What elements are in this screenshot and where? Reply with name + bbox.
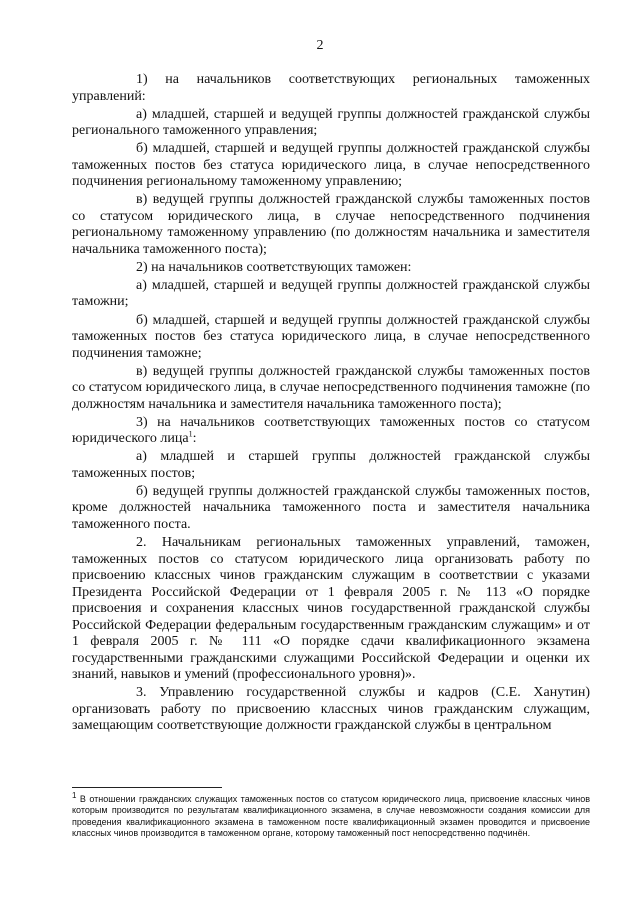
- paragraph: [72, 449, 590, 482]
- footnote-reference[interactable]: 1: [188, 429, 193, 439]
- paragraph: [72, 535, 590, 684]
- paragraph-text: ведущей группы должностей гражданской службы таможенных постов, кроме должностей начальника таможенного поста и заместителя начальника таможенного поста.: [72, 483, 590, 532]
- paragraph: [72, 141, 590, 191]
- paragraph-text: младшей, старшей и ведущей группы должностей гражданской службы таможенных постов без статуса юридического лица, в случае непосредственного подчинения региональному таможенному управлению;: [72, 141, 590, 190]
- paragraph: [72, 415, 590, 448]
- footnote-text: В отношении гражданских служащих таможенных постов со статусом юридического лица, присвоение классных чинов которым производится по результатам квалификационного экзамена, в случае невозможности создания комиссии для проведения квалификационного экзамена в таможенном посте квалификационный экзамен проводится и присвоение классных чинов производится в таможенном органе, которому таможенный пост непосредственно подчинён.: [72, 794, 590, 839]
- footnote-number: 1: [72, 791, 77, 800]
- paragraph: [72, 364, 590, 414]
- paragraph: [72, 72, 590, 105]
- list-marker: б): [136, 312, 148, 328]
- list-marker: б): [136, 483, 148, 499]
- paragraph-text: Управлению государственной службы и кадров (С.Е. Ханутин) организовать работу по присвоению классных чинов гражданским служащим, замещающим соответствующие должности гражданской службы в центральном: [72, 685, 591, 734]
- list-marker: в): [136, 363, 148, 379]
- paragraph-text: на начальников соответствующих таможен:: [151, 259, 412, 275]
- paragraph-text: Начальникам региональных таможенных управлений, таможен, таможенных постов со статусом юридического лица организовать работу по присвоению классных чинов гражданским служащим в соответствии с указами Президента Российской Федерации от 1 февраля 2005 г. № 113 «О порядке присвоения и сохранения классных чинов государственной гражданской службы Российской Федерации федеральным государственным гражданским служащим» и от 1 февраля 2005 г. № 111 «О порядке сдачи квалификационного экзамена государственными гражданскими служащими Российской Федерации и оценки их знаний, навыков и умений (профессионального уровня)».: [72, 535, 590, 683]
- list-marker: в): [136, 192, 148, 208]
- list-marker: 1): [136, 72, 148, 87]
- list-marker: 3.: [136, 685, 147, 701]
- document-body: [72, 72, 590, 736]
- paragraph: [72, 313, 590, 363]
- paragraph-text: на начальников соответствующих региональных таможенных управлений:: [72, 72, 590, 104]
- footnote: [72, 791, 590, 840]
- paragraph: [72, 484, 590, 534]
- paragraph-text: младшей, старшей и ведущей группы должностей гражданской службы регионального таможенного управления;: [72, 106, 590, 139]
- paragraph-text: младшей и старшей группы должностей гражданской службы таможенных постов;: [72, 449, 591, 481]
- list-marker: 2): [136, 259, 148, 275]
- paragraph-text: ведущей группы должностей гражданской службы таможенных постов со статусом юридического лица, в случае непосредственного подчинения региональному таможенному управлению (по должностям начальника и заместителя начальника таможенного поста);: [72, 192, 590, 257]
- list-marker: а): [136, 449, 147, 465]
- paragraph-text: младшей, старшей и ведущей группы должностей гражданской службы таможенных постов без статуса юридического лица, в случае непосредственного подчинения таможне;: [72, 312, 590, 361]
- paragraph: [72, 107, 590, 140]
- paragraph: [72, 685, 590, 735]
- paragraph-text-tail: :: [192, 431, 197, 447]
- list-marker: а): [136, 106, 147, 122]
- page-number: 2: [316, 38, 324, 53]
- paragraph: [72, 192, 590, 258]
- list-marker: 2.: [136, 535, 147, 551]
- paragraph: [72, 260, 590, 277]
- list-marker: 3): [136, 414, 148, 430]
- footnote-divider: [72, 787, 222, 788]
- paragraph: [72, 278, 590, 311]
- paragraph-text: младшей, старшей и ведущей группы должностей гражданской службы таможни;: [72, 277, 590, 310]
- paragraph-text: на начальников соответствующих таможенных постов со статусом юридического лица: [72, 414, 590, 447]
- paragraph-text: ведущей группы должностей гражданской службы таможенных постов со статусом юридического лица, в случае непосредственного подчинения таможне (по должностям начальника и заместителя начальника таможенного поста);: [72, 363, 590, 412]
- list-marker: а): [136, 277, 147, 293]
- list-marker: б): [136, 141, 148, 157]
